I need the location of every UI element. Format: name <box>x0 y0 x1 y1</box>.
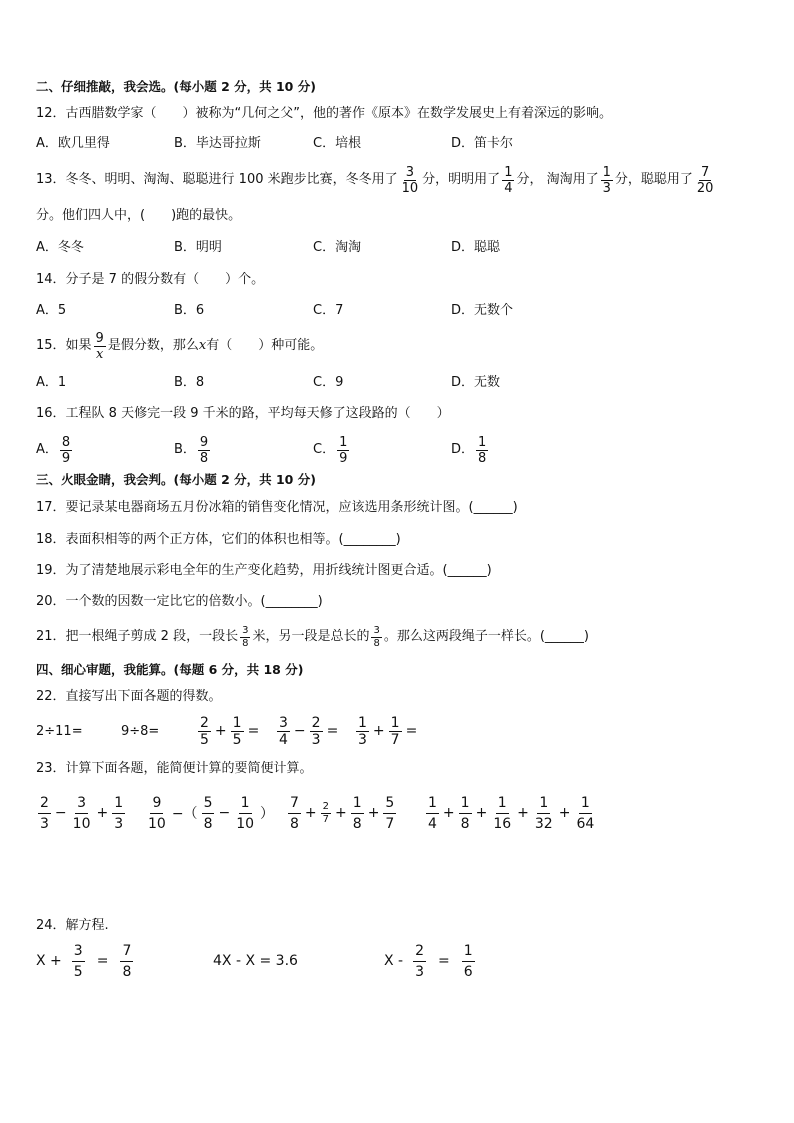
q22-e4-fraction-2: $\frac{2}{3}$ <box>311 714 321 748</box>
q16-b-fraction: $\frac{9}{8}$ <box>199 434 209 466</box>
q13-fraction-taotao: $\frac{1}{3}$ <box>602 164 611 196</box>
q23-e4-fraction-4: $\frac{1}{32}$ <box>534 794 553 832</box>
q23-e3-fraction-2: $\frac{2}{7}$ <box>322 800 330 825</box>
q22-expr-2: 9÷8= <box>121 723 160 739</box>
q22-expr-3: $\frac{2}{5}$ + $\frac{1}{5}$ = <box>200 714 260 748</box>
q13-fraction-congcong: $\frac{7}{20}$ <box>696 164 714 196</box>
q23-e2-fraction-2: $\frac{5}{8}$ <box>203 794 213 832</box>
q14-option-a: A．5 <box>36 303 67 318</box>
q12-option-c: C．培根 <box>313 136 362 151</box>
section-2-title: 二、仔细推敲，我会选。(每小题 2 分，共 10 分) <box>36 79 316 94</box>
q15-variable: x <box>198 338 207 353</box>
q13-text-1: 13．冬冬、明明、淘淘、聪聪进行 100 米跑步比赛，冬冬用了 <box>36 172 398 187</box>
q13-fraction-mingming: $\frac{1}{4}$ <box>504 164 513 196</box>
q13-text-4: 分，聪聪用了 <box>614 172 693 187</box>
q21-text-3: 。那么这两段绳子一样长。(______) <box>383 629 589 644</box>
q16-option-b: B． $\frac{9}{8}$ <box>174 434 209 466</box>
question-12: 12．古西腊数学家（ ）被称为“几何之父”，他的著作《原本》在数学发展史上有着深远的影响。 <box>36 106 613 121</box>
q24-e3-fraction-2: $\frac{1}{6}$ <box>463 942 473 980</box>
q23-expr-3: $\frac{7}{8}$ + $\frac{2}{7}$ + $\frac{1}{8}$ + $\frac{5}{7}$ <box>290 794 395 832</box>
q21-fraction-1: $\frac{3}{8}$ <box>242 624 249 649</box>
q23-e1-fraction-2: $\frac{3}{10}$ <box>72 794 91 832</box>
q23-expr-1: $\frac{2}{3}$ − $\frac{3}{10}$ + $\frac{1}{3}$ <box>40 794 124 832</box>
q15-option-b: B．8 <box>174 375 205 390</box>
q16-option-a: A． $\frac{8}{9}$ <box>36 434 71 466</box>
q15-fraction: $\frac{9}{x}$ <box>95 330 104 362</box>
question-24: 24．解方程. <box>36 918 109 933</box>
q14-option-b: B．6 <box>174 303 205 318</box>
q23-e4-fraction-5: $\frac{1}{64}$ <box>576 794 595 832</box>
q24-equation-3: X - $\frac{2}{3}$ = $\frac{1}{6}$ <box>384 942 473 980</box>
question-20: 20．一个数的因数一定比它的倍数小。(________) <box>36 594 323 609</box>
q23-e3-fraction-4: $\frac{5}{7}$ <box>385 794 395 832</box>
q22-e5-fraction-2: $\frac{1}{7}$ <box>390 714 400 748</box>
q15-text-2: 是假分数，那么 <box>107 338 199 353</box>
q23-expr-4: $\frac{1}{4}$ + $\frac{1}{8}$ + $\frac{1}{16}$ + $\frac{1}{32}$ + $\frac{1}{64}$ <box>428 794 595 832</box>
q23-e1-fraction-1: $\frac{2}{3}$ <box>40 794 49 832</box>
q22-e3-fraction-1: $\frac{2}{5}$ <box>200 714 209 748</box>
q23-e2-fraction-3: $\frac{1}{10}$ <box>236 794 255 832</box>
q23-expr-2: $\frac{9}{10}$ −（ $\frac{5}{8}$ − $\frac{1}{10}$ ） <box>148 794 275 832</box>
q15-option-d: D．无数 <box>451 375 501 390</box>
q24-equation-2: 4X - X = 3.6 <box>213 953 298 969</box>
q13-text-2: 分，明明用了 <box>422 172 501 187</box>
q23-e1-fraction-3: $\frac{1}{3}$ <box>114 794 124 832</box>
q22-expr-4: $\frac{3}{4}$ − $\frac{2}{3}$ = <box>279 714 339 748</box>
q13-text-3: 分， 淘淘用了 <box>516 172 599 187</box>
question-13 <box>36 160 717 200</box>
q14-option-c: C．7 <box>313 303 344 318</box>
q23-e2-fraction-1: $\frac{9}{10}$ <box>148 794 166 832</box>
q13-fraction-dongdong: $\frac{3}{10}$ <box>401 164 419 196</box>
section-4-title: 四、细心审题，我能算。(每题 6 分，共 18 分) <box>36 662 304 677</box>
q16-d-fraction: $\frac{1}{8}$ <box>478 434 487 466</box>
q21-text-2: 米，另一段是总长的 <box>252 629 370 644</box>
question-21 <box>36 622 589 652</box>
q16-option-c: C． $\frac{1}{9}$ <box>313 434 348 466</box>
q22-e5-fraction-1: $\frac{1}{3}$ <box>358 714 367 748</box>
q15-text-3: 有（ ）种可能。 <box>206 338 324 353</box>
q21-fraction-2: $\frac{3}{8}$ <box>373 624 380 649</box>
q13-option-c: C．淘淘 <box>313 240 362 255</box>
q12-option-a: A．欧几里得 <box>36 136 110 151</box>
question-23: 23．计算下面各题，能简便计算的要简便计算。 <box>36 761 313 776</box>
q16-a-fraction: $\frac{8}{9}$ <box>61 434 71 466</box>
q22-e3-fraction-2: $\frac{1}{5}$ <box>232 714 242 748</box>
question-18: 18．表面积相等的两个正方体，它们的体积也相等。(________) <box>36 532 401 547</box>
q12-option-d: D．笛卡尔 <box>451 136 514 151</box>
q13-option-b: B．明明 <box>174 240 222 255</box>
question-22: 22．直接写出下面各题的得数。 <box>36 689 222 704</box>
question-17: 17．要记录某电器商场五月份冰箱的销售变化情况，应该选用条形统计图。(______) <box>36 500 518 515</box>
q24-e1-fraction-2: $\frac{7}{8}$ <box>122 942 132 980</box>
question-16: 16．工程队 8 天修完一段 9 千米的路，平均每天修了这段路的（ ） <box>36 406 450 421</box>
q16-c-fraction: $\frac{1}{9}$ <box>339 434 348 466</box>
question-19: 19．为了清楚地展示彩电全年的生产变化趋势，用折线统计图更合适。(______) <box>36 563 492 578</box>
q13-option-a: A．冬冬 <box>36 240 84 255</box>
q24-equation-1: X + $\frac{3}{5}$ = $\frac{7}{8}$ <box>36 942 132 980</box>
q15-option-c: C．9 <box>313 375 344 390</box>
q24-e1-fraction-1: $\frac{3}{5}$ <box>73 942 83 980</box>
q24-e3-fraction-1: $\frac{2}{3}$ <box>415 942 425 980</box>
q22-expr-5: $\frac{1}{3}$ + $\frac{1}{7}$ = <box>358 714 418 748</box>
q13-line-2: 分。他们四人中，( )跑的最快。 <box>36 208 242 223</box>
q16-option-d: D． $\frac{1}{8}$ <box>451 434 487 466</box>
question-14: 14．分子是 7 的假分数有（ ）个。 <box>36 272 265 287</box>
q22-expr-1: 2÷11= <box>36 723 83 739</box>
q22-e4-fraction-1: $\frac{3}{4}$ <box>279 714 288 748</box>
q23-e4-fraction-1: $\frac{1}{4}$ <box>428 794 437 832</box>
q14-option-d: D．无数个 <box>451 303 514 318</box>
q15-text-1: 15．如果 <box>36 338 92 353</box>
q23-e4-fraction-2: $\frac{1}{8}$ <box>460 794 470 832</box>
q23-e3-fraction-3: $\frac{1}{8}$ <box>352 794 362 832</box>
question-15 <box>36 328 323 364</box>
section-3-title: 三、火眼金睛，我会判。(每小题 2 分，共 10 分) <box>36 472 316 487</box>
q21-text-1: 21．把一根绳子剪成 2 段，一段长 <box>36 629 239 644</box>
q15-option-a: A．1 <box>36 375 67 390</box>
q23-e4-fraction-3: $\frac{1}{16}$ <box>493 794 512 832</box>
q23-e3-fraction-1: $\frac{7}{8}$ <box>290 794 299 832</box>
q12-option-b: B．毕达哥拉斯 <box>174 136 261 151</box>
q13-option-d: D．聪聪 <box>451 240 501 255</box>
